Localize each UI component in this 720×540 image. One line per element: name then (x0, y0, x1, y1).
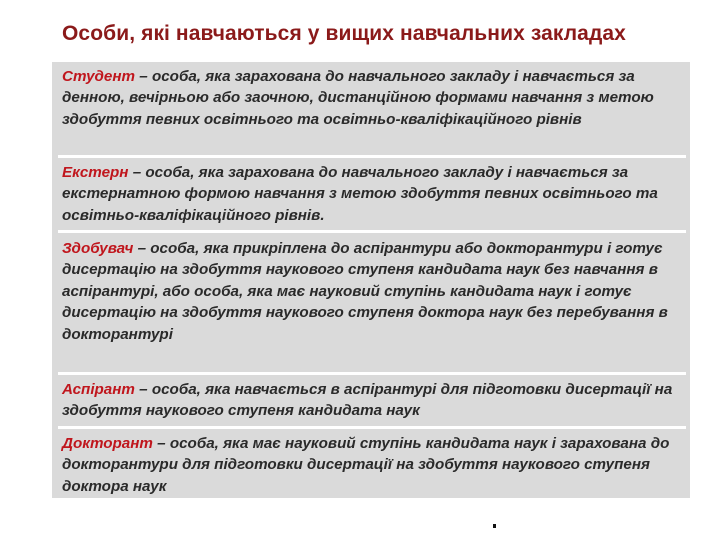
definition-zdobuvach-text: – особа, яка прикріплена до аспірантури або докторантури і готує дисертацію на здобуття наукового ступеня кандидата наук без навчання в аспірантурі, або особа, яка має науковий ступінь кандидата наук і готує дисертацію на здобуття наукового ступеня доктора наук без перебування в докторантурі (62, 240, 668, 343)
definition-aspirant-text: – особа, яка навчається в аспірантурі для підготовки дисертації на здобуття наукового ступеня кандидата наук (62, 381, 673, 420)
term-doktorant: Докторант (62, 435, 153, 452)
term-student: Студент (62, 68, 136, 85)
definition-doktorant (62, 433, 692, 497)
definition-aspirant (62, 379, 692, 422)
divider (58, 372, 686, 375)
definition-student (62, 66, 692, 130)
divider (58, 426, 686, 429)
definition-zdobuvach (62, 238, 692, 345)
definition-extern-text: – особа, яка зарахована до навчального закладу і навчається за екстернатною формою навчання з метою здобуття певних освітнього та освітньо-кваліфікаційного рівнів. (62, 164, 658, 224)
term-extern: Екстерн (62, 164, 129, 181)
definition-extern (62, 162, 692, 226)
definition-student-text: – особа, яка зарахована до навчального закладу і навчається за денною, вечірньою або заочною, дистанційною формами навчання з метою здобуття певних освітнього та освітньо-кваліфікаційного рівнів (62, 68, 654, 128)
divider (58, 230, 686, 233)
term-aspirant: Аспірант (62, 381, 135, 398)
footer-mark (493, 524, 496, 528)
definition-doktorant-text: – особа, яка має науковий ступінь кандидата наук і зарахована до докторантури для підготовки дисертації на здобуття наукового ступеня доктора наук (62, 435, 670, 495)
divider (58, 155, 686, 158)
slide-title: Особи, які навчаються у вищих навчальних закладах (62, 22, 626, 45)
term-zdobuvach: Здобувач (62, 240, 134, 257)
